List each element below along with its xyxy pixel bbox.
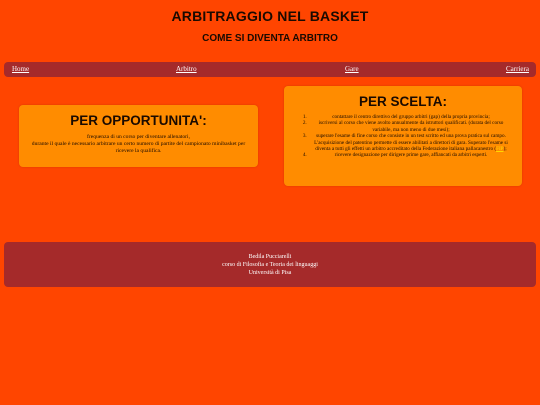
footer-author: Bedila Pucciarelli (248, 254, 292, 260)
page-title: ARBITRAGGIO NEL BASKET (171, 8, 369, 24)
footer (4, 242, 536, 287)
nav-link-gare[interactable]: Gare (345, 65, 359, 73)
list-item-text: superare l'esame di fine corso che consiste in un test scritto ed una prova pratica sul campo. L'acquisizione del patentino permette di essere abilitati a direttori di gara. Superato l'esame si diventa a tutti gli effetti un arbitro accreditato della Federazione italiana pallacanestro ( (314, 133, 508, 153)
list-item-text: contattare il centro direttivo del gruppo arbitri (gap) della propria provincia; (332, 114, 490, 120)
list-item (308, 120, 512, 133)
nav-bar (4, 62, 536, 77)
footer-course: corso di Filosofia e Teoria dei linguaggi (222, 262, 318, 268)
opportunita-text (25, 134, 252, 156)
fip-link[interactable]: FIP (496, 146, 504, 153)
list-item (308, 152, 512, 158)
nav-link-carriera[interactable]: Carriera (506, 65, 529, 73)
nav-link-home[interactable]: Home (12, 65, 30, 73)
nav-link-arbitro[interactable]: Arbitro (176, 65, 197, 73)
scelta-steps-list (284, 114, 522, 159)
opportunita-line-2: durante il quale è necessario arbitrare un certo numero di partite del campionato minibasket per ricevere la qualifica. (31, 141, 246, 155)
list-item-text-after: ); (503, 146, 507, 153)
page-subtitle: COME SI DIVENTA ARBITRO (202, 33, 338, 44)
opportunita-line-1: frequenza di un corso per diventare allenatori, (87, 134, 190, 140)
list-item-text: iscriversi al corso che viene avolto annualmente da istruttori qualificati. (durata del corso variabile, ma non meno di due mesi); (318, 120, 504, 133)
scelta-heading: PER SCELTA: (358, 94, 447, 109)
opportunita-heading: PER OPPORTUNITA': (70, 113, 207, 128)
scelta-card (284, 86, 522, 186)
opportunita-card (19, 105, 258, 167)
list-item-text: ricevere designazione per dirigere prime gare, affiancati da arbitri esperti. (334, 152, 488, 159)
list-item (308, 133, 512, 152)
footer-university: Università di Pisa (248, 270, 292, 276)
